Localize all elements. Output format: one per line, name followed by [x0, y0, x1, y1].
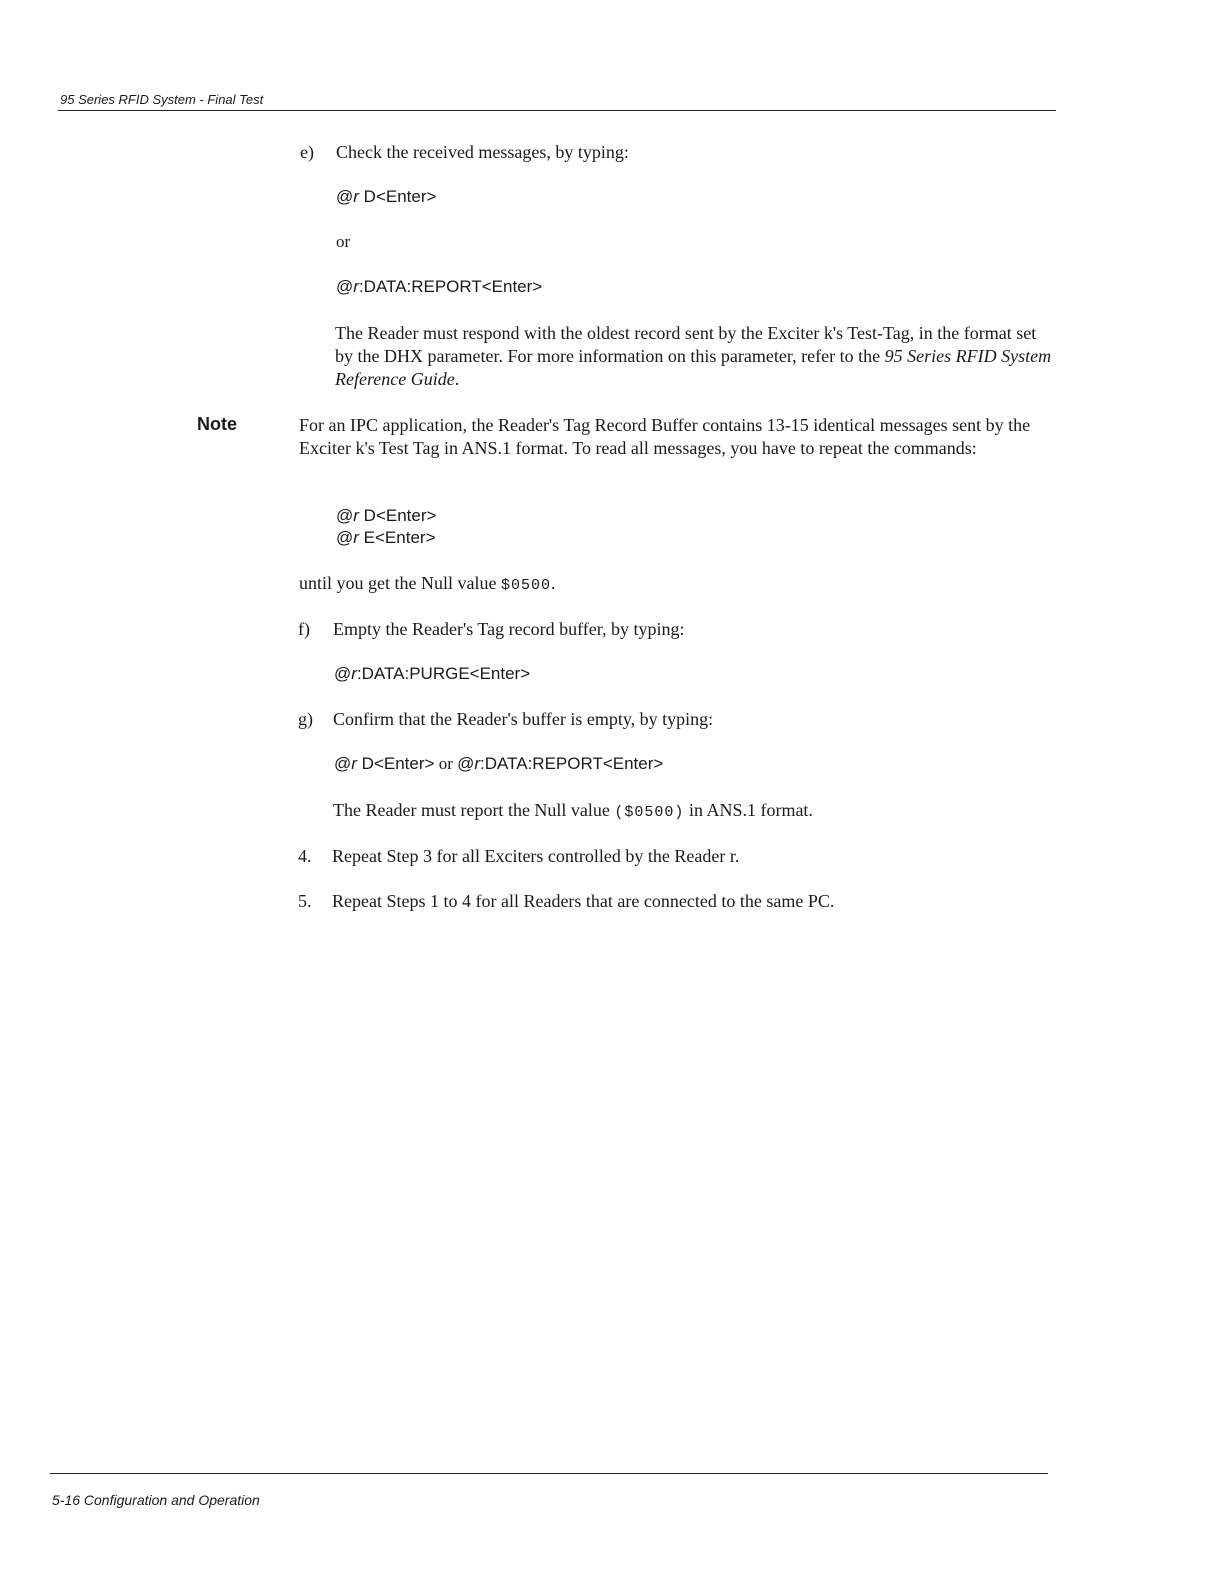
step-g-text: Confirm that the Reader's buffer is empty, by typing:: [333, 709, 714, 729]
step-e-marker: e): [300, 142, 314, 162]
cmd-at-symbol: @: [336, 528, 354, 547]
header-rule: [58, 110, 1056, 111]
step-e-command-1: [336, 187, 436, 207]
null-value-code: ($0500): [614, 804, 685, 821]
null-value-code: $0500: [500, 577, 551, 594]
cmd-text: :DATA:PURGE<Enter>: [356, 664, 531, 683]
result-end: in ANS.1 format.: [684, 800, 813, 820]
response-text: The Reader must respond with the oldest record sent by the Exciter k's Test-Tag, in the format set by the DHX parameter. For more information on this parameter, refer to the: [335, 323, 1037, 366]
step-f-marker: f): [298, 619, 310, 639]
cmd-reader-var: r: [474, 754, 481, 773]
footer-rule: [50, 1473, 1048, 1474]
cmd-text: D<Enter>: [356, 754, 435, 773]
step-g-result: [333, 800, 813, 821]
cmd-at-symbol: @: [334, 664, 352, 683]
note-command-2: [336, 528, 436, 548]
reference-guide-title: 95 Series RFID System Reference Guide: [335, 346, 1052, 389]
cmd-at-symbol: @: [334, 754, 352, 773]
cmd-reader-var: r: [353, 506, 359, 525]
step-4-marker: 4.: [298, 846, 312, 866]
step-g-commands: [334, 754, 663, 774]
running-footer: 5-16 Configuration and Operation: [52, 1492, 260, 1508]
cmd-text: :DATA:REPORT<Enter>: [480, 754, 664, 773]
step-5-text: Repeat Steps 1 to 4 for all Readers that are connected to the same PC.: [332, 891, 835, 911]
until-end: .: [550, 573, 556, 593]
cmd-reader-var: r: [353, 187, 359, 206]
cmd-reader-var: r: [351, 754, 357, 773]
running-header: 95 Series RFID System - Final Test: [60, 92, 264, 107]
until-text: until you get the Null value: [299, 573, 497, 593]
cmd-text: D<Enter>: [358, 187, 437, 206]
step-e-response: [335, 322, 1057, 391]
cmd-text: :DATA:REPORT<Enter>: [358, 277, 543, 296]
cmd-at-symbol: @: [336, 277, 354, 296]
note-text: For an IPC application, the Reader's Tag Record Buffer contains 13-15 identical messages sent by the Exciter k's Test Tag in ANS.1 format. To read all messages, you have to repeat the commands:: [299, 415, 1031, 458]
cmd-at-symbol: @: [336, 187, 354, 206]
note-until: [299, 573, 555, 594]
step-f-text: Empty the Reader's Tag record buffer, by typing:: [333, 619, 685, 639]
step-e-command-2: [336, 277, 542, 297]
note-label: Note: [197, 414, 237, 434]
cmd-or: or: [434, 754, 458, 773]
step-e-or: or: [336, 232, 351, 251]
cmd-text: E<Enter>: [358, 528, 436, 547]
step-5: [298, 891, 834, 912]
step-f: [298, 619, 685, 640]
step-4: [298, 846, 739, 867]
step-e-text: Check the received messages, by typing:: [336, 142, 629, 162]
step-5-marker: 5.: [298, 891, 312, 911]
step-e: [300, 142, 629, 163]
step-g-marker: g): [298, 709, 313, 729]
cmd-reader-var: r: [353, 277, 359, 296]
result-text: The Reader must report the Null value: [333, 800, 610, 820]
cmd-at-symbol: @: [457, 754, 475, 773]
step-g: [298, 709, 713, 730]
cmd-text: D<Enter>: [358, 506, 437, 525]
cmd-at-symbol: @: [336, 506, 354, 525]
note-command-1: [336, 506, 436, 526]
step-f-command: [334, 664, 530, 684]
cmd-reader-var: r: [353, 528, 359, 547]
cmd-reader-var: r: [351, 664, 357, 683]
response-end: .: [454, 369, 460, 389]
step-4-text: Repeat Step 3 for all Exciters controlled by the Reader r.: [332, 846, 740, 866]
